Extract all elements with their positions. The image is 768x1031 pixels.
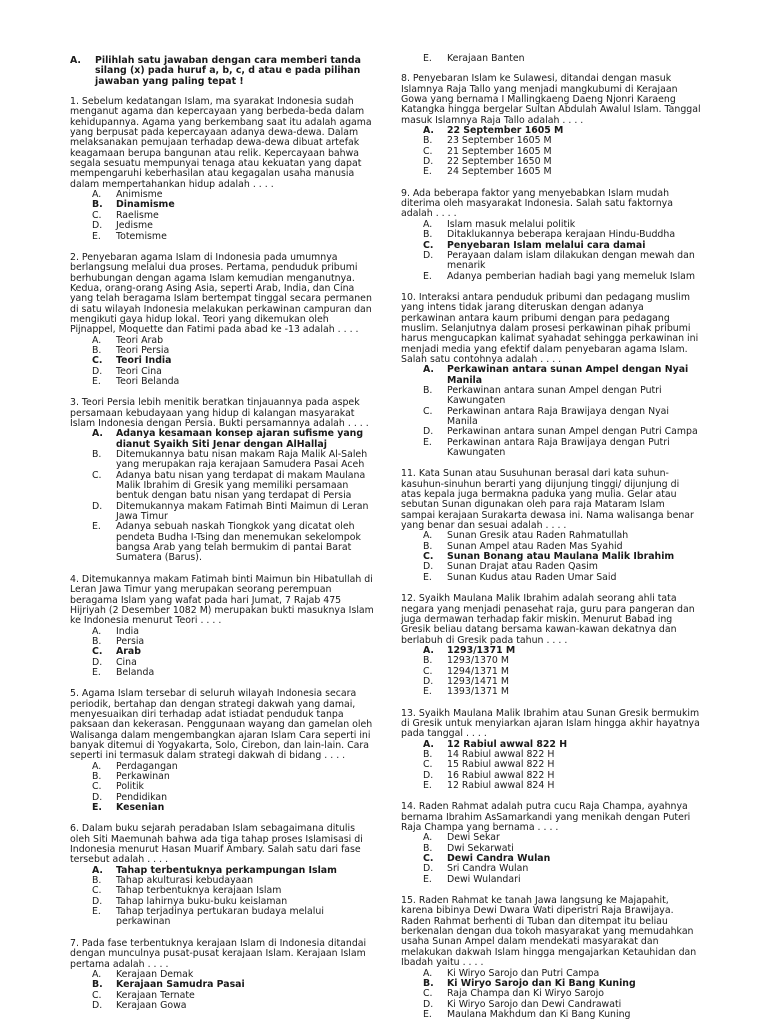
option-letter: D. (92, 220, 103, 232)
option-letter: C. (92, 209, 102, 221)
option-letter: E. (423, 780, 432, 791)
option-letter: C. (423, 551, 434, 563)
option-list (70, 429, 374, 563)
answer-option[interactable] (401, 407, 701, 428)
option-text: Ki Wiryo Sarojo dan Putri Campa (447, 967, 600, 979)
answer-option[interactable] (70, 221, 374, 231)
answer-option[interactable] (401, 875, 701, 885)
question (70, 939, 374, 1011)
answer-option[interactable] (401, 54, 701, 64)
option-letter: B. (92, 199, 103, 211)
option-letter: B. (92, 771, 102, 782)
option-letter: A. (423, 644, 434, 656)
option-text: Ki Wiryo Sarojo dan Ki Bang Kuning (447, 977, 636, 989)
option-text: Teori Arab (116, 334, 164, 346)
option-list (70, 866, 374, 928)
question (70, 97, 374, 242)
option-list (70, 336, 374, 388)
question-text: 10. Interaksi antara penduduk pribumi dan pedagang muslim yang intens tidak jarang diteruskan dengan adanya perkawinan antara kaum pribumi dengan para pedagang muslim. Selanjutnya dalam prosesi perkawinan pihak pribumi harus mengucapkan kalimat syahadat sehingga perkawinan ini menjadi media yang efektif dalam penyebaran agama Islam. Salah satu contohnya adalah . . . . (401, 291, 699, 365)
option-text: Sunan Ampel atau Raden Mas Syahid (447, 540, 623, 552)
answer-option[interactable] (401, 251, 701, 272)
option-text: Kerajaan Ternate (116, 989, 195, 1001)
question (70, 253, 374, 387)
option-letter: B. (92, 875, 102, 887)
answer-option[interactable] (401, 833, 701, 843)
answer-option[interactable] (401, 230, 701, 240)
option-letter: B. (423, 229, 433, 241)
option-text: Dewi Sekar (447, 832, 500, 844)
option-text: Totemisme (116, 230, 167, 242)
question-text: 12. Syaikh Maulana Malik Ibrahim adalah seorang ahli tata negara yang menjadi penasehat raja, guru para pangeran dan juga dermawan terhadap fakir miskin. Menurut Babad ing Gresik beliau datang bersama kawan-kawan dekatnya dan berlabuh di Gresik pada tahun . . . . (401, 593, 695, 646)
question (401, 74, 701, 177)
option-text: Kerajaan Samudra Pasai (116, 979, 245, 991)
option-letter: B. (423, 540, 433, 552)
option-letter: A. (423, 738, 434, 750)
answer-option[interactable] (401, 167, 701, 177)
option-letter: E. (423, 53, 432, 64)
answer-option[interactable] (70, 232, 374, 242)
option-letter: C. (92, 469, 102, 481)
option-text: Tahap akulturasi kebudayaan (116, 875, 254, 887)
option-letter: E. (92, 230, 101, 242)
option-text: Adanya sebuah naskah Tiongkok yang dicatat oleh pendeta Budha I-Tsing dan menemukan sekelompok bangsa Arab yang telah bermukim di pantai Barat Sumatera (Barus). (116, 521, 361, 564)
option-letter: A. (92, 968, 102, 980)
option-letter: C. (92, 355, 103, 367)
option-letter: D. (423, 561, 434, 573)
option-text: Tahap lahirnya buku-buku keislaman (116, 895, 288, 907)
question-text: 9. Ada beberapa faktor yang menyebabkan Islam mudah diterima oleh masyarakat Indonesia. Salah satu faktornya adalah . . . . (401, 187, 673, 220)
option-text: Dewi Wulandari (447, 873, 521, 885)
option-letter: A. (423, 530, 433, 542)
question (70, 689, 374, 813)
option-letter: D. (92, 365, 103, 377)
option-letter: E. (92, 802, 102, 814)
answer-option[interactable] (401, 365, 701, 386)
option-letter: B. (92, 635, 102, 647)
option-letter: C. (423, 405, 433, 417)
option-text: Animisme (116, 189, 163, 201)
question-text: 6. Dalam buku sejarah peradaban Islam sebagaimana ditulis oleh Siti Maemunah bahwa ada tiga tahap proses Islamisasi di Indonesia menurut Hasan Muarif Ambary. Salah satu dari fase tersebut adalah . . . . (70, 823, 363, 866)
continued-options (401, 54, 701, 64)
question (401, 709, 701, 792)
option-letter: A. (92, 189, 102, 201)
option-list (401, 126, 701, 178)
option-text: Sri Candra Wulan (447, 863, 529, 875)
right-column (401, 54, 701, 1031)
option-letter: D. (92, 999, 103, 1011)
instruction-label: A. (70, 55, 81, 66)
answer-option[interactable] (401, 687, 701, 697)
option-text: Arab (116, 646, 141, 658)
answer-option[interactable] (401, 781, 701, 791)
answer-option[interactable] (401, 1010, 701, 1020)
option-list (401, 646, 701, 698)
option-text: Kerajaan Banten (447, 53, 525, 64)
answer-option[interactable] (401, 677, 701, 687)
option-letter: B. (423, 384, 433, 396)
option-letter: D. (423, 249, 434, 261)
option-letter: E. (423, 270, 432, 282)
option-letter: D. (423, 426, 434, 438)
question (401, 293, 701, 459)
answer-option[interactable] (401, 854, 701, 864)
option-text: Perkawinan (116, 771, 170, 782)
option-text: Tahap terbentuknya perkampungan Islam (116, 864, 337, 876)
option-text: Penyebaran Islam melalui cara damai (447, 239, 646, 251)
question (70, 398, 374, 564)
option-letter: D. (92, 500, 103, 512)
answer-option[interactable] (70, 668, 374, 678)
question-text: 13. Syaikh Maulana Malik Ibrahim atau Sunan Gresik bermukim di Gresik untuk menyiarkan ajaran Islam hingga akhir hayatnya pada tanggal . . . . (401, 707, 700, 740)
option-text: Islam masuk melalui politik (447, 218, 576, 230)
option-letter: B. (423, 977, 434, 989)
option-letter: A. (423, 832, 433, 844)
question (70, 575, 374, 678)
option-letter: E. (92, 906, 101, 918)
option-letter: C. (423, 759, 433, 771)
option-letter: A. (92, 760, 102, 772)
option-text: 12 Rabiul awwal 824 H (447, 780, 555, 791)
option-list (401, 833, 701, 885)
option-list (401, 740, 701, 792)
option-letter: D. (423, 998, 434, 1010)
question-text: 7. Pada fase terbentuknya kerajaan Islam di Indonesia ditandai dengan munculnya pusat-pusat kerajaan Islam. Kerajaan Islam pertama adalah . . . . (70, 937, 367, 970)
option-text: Cina (116, 656, 137, 668)
option-text: 1293/1370 M (447, 655, 509, 667)
option-text: 14 Rabiul awwal 822 H (447, 748, 555, 760)
option-list (70, 970, 374, 1011)
option-letter: B. (423, 748, 433, 760)
question (401, 896, 701, 1020)
answer-option[interactable] (70, 471, 374, 502)
option-text: Perayaan dalam islam dilakukan dengan mewah dan menarik (447, 249, 695, 272)
option-text: Ditaklukannya beberapa kerajaan Hindu-Buddha (447, 229, 676, 241)
option-letter: A. (423, 125, 434, 137)
option-list (70, 190, 374, 242)
option-list (401, 531, 701, 583)
option-letter: C. (92, 781, 102, 793)
option-letter: B. (92, 979, 103, 991)
option-letter: C. (92, 989, 102, 1001)
option-letter: E. (423, 1008, 432, 1020)
right-question-list (401, 74, 701, 1020)
option-text: Ditemukannya makam Fatimah Binti Maimun di Leran Jawa Timur (116, 500, 369, 523)
option-text: Ditemukannya batu nisan makam Raja Malik Al-Saleh yang merupakan raja kerajaan Samudera Pasai Aceh (116, 449, 368, 471)
answer-option[interactable] (401, 989, 701, 999)
question (401, 189, 701, 282)
left-column (70, 56, 374, 1022)
instruction (70, 56, 374, 87)
option-letter: C. (423, 988, 433, 1000)
answer-option[interactable] (401, 573, 701, 583)
question (70, 824, 374, 927)
option-text: 1294/1371 M (447, 665, 509, 677)
question-text: 1. Sebelum kedatangan Islam, ma syarakat Indonesia sudah menganut agama dan kepercayaan yang berbeda-beda dalam kehidupannya. Agama yang berkembang saat itu adalah agama yang berpusat pada kepercayaan adanya dewa-dewa. Dalam melaksanakan pemujaan terhadap dewa-dewa dibuat artefak keagamaan berupa bangunan atau relik. Kepercayaan bahwa segala sesuatu mempunyai tenaga atau kekuatan yang dapat mempengaruhi keberhasilan atau kegagalan usaha manusia dalam mempertahankan hidup adalah . . . . (70, 96, 372, 190)
option-text: Politik (116, 781, 144, 793)
question-text: 14. Raden Rahmat adalah putra cucu Raja Champa, ayahnya bernama Ibrahim AsSamarkandi yang menikah dengan Puteri Raja Champa yang bernama . . . . (401, 801, 691, 834)
question (401, 802, 701, 885)
option-text: Perkawinan antara Raja Brawijaya dengan Nyai Manila (447, 405, 670, 427)
option-text: Kerajaan Gowa (116, 999, 187, 1011)
option-letter: A. (92, 334, 102, 346)
answer-option[interactable] (401, 656, 701, 666)
answer-option[interactable] (401, 438, 701, 459)
option-text: Raja Champa dan Ki Wiryo Sarojo (447, 988, 604, 1000)
option-text: Pendidikan (116, 791, 168, 803)
answer-option[interactable] (401, 646, 701, 656)
question-text: 15. Raden Rahmat ke tanah Jawa langsung ke Majapahit, karena bibinya Dewi Dwara Wati diperistri Raja Brawijaya. Raden Rahmat berhenti di Tuban dan ditempat itu beliau berkenalan dengan dua tokoh masyarakat yang memudahkan usaha Sunan Ampel dalam mendekati masyarakat dan melakukan dakwah Islam hingga mengajarkan Ketauhidan dan Ibadah yaitu . . . . (401, 895, 697, 969)
option-text: Ki Wiryo Sarojo dan Dewi Candrawati (447, 998, 622, 1010)
option-letter: E. (92, 521, 101, 533)
option-letter: B. (92, 449, 102, 461)
option-text: 1393/1371 M (447, 686, 509, 698)
option-letter: D. (423, 863, 434, 875)
option-text: 15 Rabiul awwal 822 H (447, 759, 555, 771)
option-letter: E. (423, 686, 432, 698)
option-text: Perkawinan antara Raja Brawijaya dengan Putri Kawungaten (447, 436, 670, 459)
option-list (70, 762, 374, 814)
option-letter: B. (423, 135, 433, 147)
option-letter: A. (423, 218, 433, 230)
option-list (401, 220, 701, 282)
option-text: Dinamisme (116, 199, 175, 211)
option-text: 16 Rabiul awwal 822 H (447, 769, 555, 781)
option-text: Jedisme (116, 220, 153, 232)
option-text: 21 September 1605 M (447, 145, 552, 157)
option-letter: C. (423, 145, 433, 157)
option-letter: C. (423, 239, 434, 251)
question-text: 4. Ditemukannya makam Fatimah binti Maimun bin Hibatullah di Leran Jawa Timur yang merupakan seorang perempuan beragama Islam yang wafat pada hari Jumat, 7 Rajab 475 Hijriyah (2 Desember 1082 M) merupakan bukti masuknya Islam ke Indonesia menurut Teori . . . . (70, 573, 374, 627)
option-list (401, 969, 701, 1021)
option-letter: A. (92, 864, 103, 876)
answer-option[interactable] (70, 803, 374, 813)
option-text: Raelisme (116, 209, 159, 221)
answer-option[interactable] (401, 386, 701, 407)
question-text: 5. Agama Islam tersebar di seluruh wilayah Indonesia secara periodik, bertahap dan dengan strategi dakwah yang damai, menyesuaikan diri terhadap adat istiadat penduduk tanpa paksaan dan kekerasan. Penggunaan wayang dan gamelan oleh Walisanga dalam mengembangkan ajaran Islam Cara seperti ini banyak ditemui di Yogyakarta, Solo, Cirebon, dan lain-lain. Cara seperti ini termasuk dalam strategi dakwah di bidang . . . . (70, 688, 373, 762)
option-letter: A. (423, 364, 434, 376)
option-letter: E. (423, 436, 432, 448)
option-text: Kerajaan Demak (116, 968, 194, 980)
answer-option[interactable] (70, 377, 374, 387)
option-letter: E. (423, 873, 432, 885)
option-text: 1293/1471 M (447, 675, 509, 687)
option-text: Sunan Bonang atau Maulana Malik Ibrahim (447, 551, 675, 563)
option-text: 1293/1371 M (447, 644, 516, 656)
answer-option[interactable] (401, 864, 701, 874)
question-text: 2. Penyebaran agama Islam di Indonesia pada umumnya berlangsung melalui dua proses. Pertama, penduduk pribumi berhubungan dengan agama Islam kemudian menganutnya. Kedua, orang-orang Asing Asia, seperti Arab, India, dan Cina yang telah beragama Islam bertempat tinggal secara permanen di satu wilayah Indonesia melakukan perkawinan campuran dan mengikuti gaya hidup lokal. Teori yang dikemukan oleh Pijnappel, Moquette dan Fatimi pada abad ke -13 adalah . . . . (70, 251, 372, 336)
option-letter: E. (92, 375, 101, 387)
option-text: Perkawinan antara sunan Ampel dengan Putri Kawungaten (447, 384, 662, 407)
option-letter: C. (92, 885, 102, 897)
option-text: Teori Belanda (116, 375, 180, 387)
option-letter: C. (423, 853, 434, 865)
question-text: 3. Teori Persia lebih menitik beratkan tinjauannya pada aspek persamaan kebudayaan yang hidup di kalangan masyarakat Islam Indonesia dengan Persia. Bukti persamannya adalah . . . . (70, 397, 369, 429)
option-text: Belanda (116, 666, 155, 678)
option-letter: A. (92, 428, 103, 440)
option-text: 23 September 1605 M (447, 135, 552, 147)
question-text: 11. Kata Sunan atau Susuhunan berasal dari kata suhun-kasuhun-sinuhun berarti yang dijunjung tinggi/ dijunjung di atas kepala juga bermakna paduka yang mulia. Gelar atau sebutan Sunan digunakan oleh para raja Mataram Islam sampai kerajaan Surakarta dewasa ini. Nama walisanga benar yang benar dan sesuai adalah . . . . (401, 468, 694, 532)
option-text: Teori Cina (116, 365, 162, 377)
option-letter: C. (423, 665, 433, 677)
option-letter: B. (423, 655, 433, 667)
answer-option[interactable] (70, 502, 374, 523)
option-letter: D. (92, 895, 103, 907)
instruction-text: Pilihlah satu jawaban dengan cara memberi tanda silang (x) pada huruf a, b, c, d atau e pada pilihan jawaban yang paling tepat ! (95, 55, 361, 87)
option-text: Tahap terbentuknya kerajaan Islam (116, 885, 282, 897)
option-letter: D. (92, 791, 103, 803)
option-text: Persia (116, 635, 145, 647)
answer-option[interactable] (401, 272, 701, 282)
option-text: 24 September 1605 M (447, 166, 552, 178)
option-letter: D. (423, 675, 434, 687)
option-text: Perkawinan antara sunan Ampel dengan Putri Campa (447, 426, 698, 438)
option-text: Tahap terjadinya pertukaran budaya melalui perkawinan (116, 906, 324, 928)
option-text: Adanya batu nisan yang terdapat di makam Maulana Malik Ibrahim di Gresik yang memiliki persamaan bentuk dengan batu nisan yang terdapat di Persia (116, 469, 366, 502)
option-text: Perkawinan antara sunan Ampel dengan Nyai Manila (447, 364, 689, 386)
option-text: Adanya kesamaan konsep ajaran sufisme yang dianut Syaikh Siti Jenar dengan AlHallaj (116, 428, 364, 450)
question (401, 594, 701, 697)
question-text: 8. Penyebaran Islam ke Sulawesi, ditandai dengan masuk Islamnya Raja Tallo yang menjadi mangkubumi di Kerajaan Gowa yang bernama I Mallingkaeng Daeng Njonri Karaeng Katangka hingga bergelar Sultan Abdulah Awalul Islam. Tanggal masuk Islamnya Raja Tallo adalah . . . . (401, 73, 701, 126)
option-letter: E. (423, 166, 432, 178)
option-text: Dewi Candra Wulan (447, 853, 551, 865)
option-letter: E. (423, 571, 432, 583)
option-text: Sunan Kudus atau Raden Umar Said (447, 571, 617, 583)
left-question-list (70, 97, 374, 1011)
option-text: Teori Persia (116, 344, 170, 356)
option-letter: A. (92, 625, 102, 637)
option-text: Sunan Drajat atau Raden Qasim (447, 561, 598, 573)
option-text: Teori India (116, 355, 172, 367)
answer-option[interactable] (70, 450, 374, 471)
option-list (70, 627, 374, 679)
option-text: 12 Rabiul awwal 822 H (447, 738, 568, 750)
option-text: Kesenian (116, 802, 165, 814)
option-text: 22 September 1650 M (447, 156, 552, 168)
option-text: India (116, 625, 140, 637)
answer-option[interactable] (70, 1001, 374, 1011)
option-text: Maulana Makhdum dan Ki Bang Kuning (447, 1008, 631, 1020)
option-list (401, 365, 701, 458)
option-letter: E. (92, 666, 101, 678)
option-text: 22 September 1605 M (447, 125, 564, 137)
answer-option[interactable] (70, 647, 374, 657)
option-text: Perdagangan (116, 760, 178, 772)
answer-option[interactable] (70, 522, 374, 563)
question (401, 469, 701, 583)
option-letter: B. (423, 842, 433, 854)
option-letter: A. (423, 967, 433, 979)
option-text: Sunan Gresik atau Raden Rahmatullah (447, 530, 629, 542)
answer-option[interactable] (70, 980, 374, 990)
option-letter: C. (92, 646, 103, 658)
answer-option[interactable] (401, 667, 701, 677)
option-letter: B. (92, 344, 102, 356)
answer-option[interactable] (70, 907, 374, 928)
option-letter: D. (423, 156, 434, 168)
answer-option[interactable] (70, 429, 374, 450)
option-letter: D. (92, 656, 103, 668)
option-letter: D. (423, 769, 434, 781)
answer-option[interactable] (401, 844, 701, 854)
option-text: Dwi Sekarwati (447, 842, 514, 854)
option-text: Adanya pemberian hadiah bagi yang memeluk Islam (447, 270, 696, 282)
